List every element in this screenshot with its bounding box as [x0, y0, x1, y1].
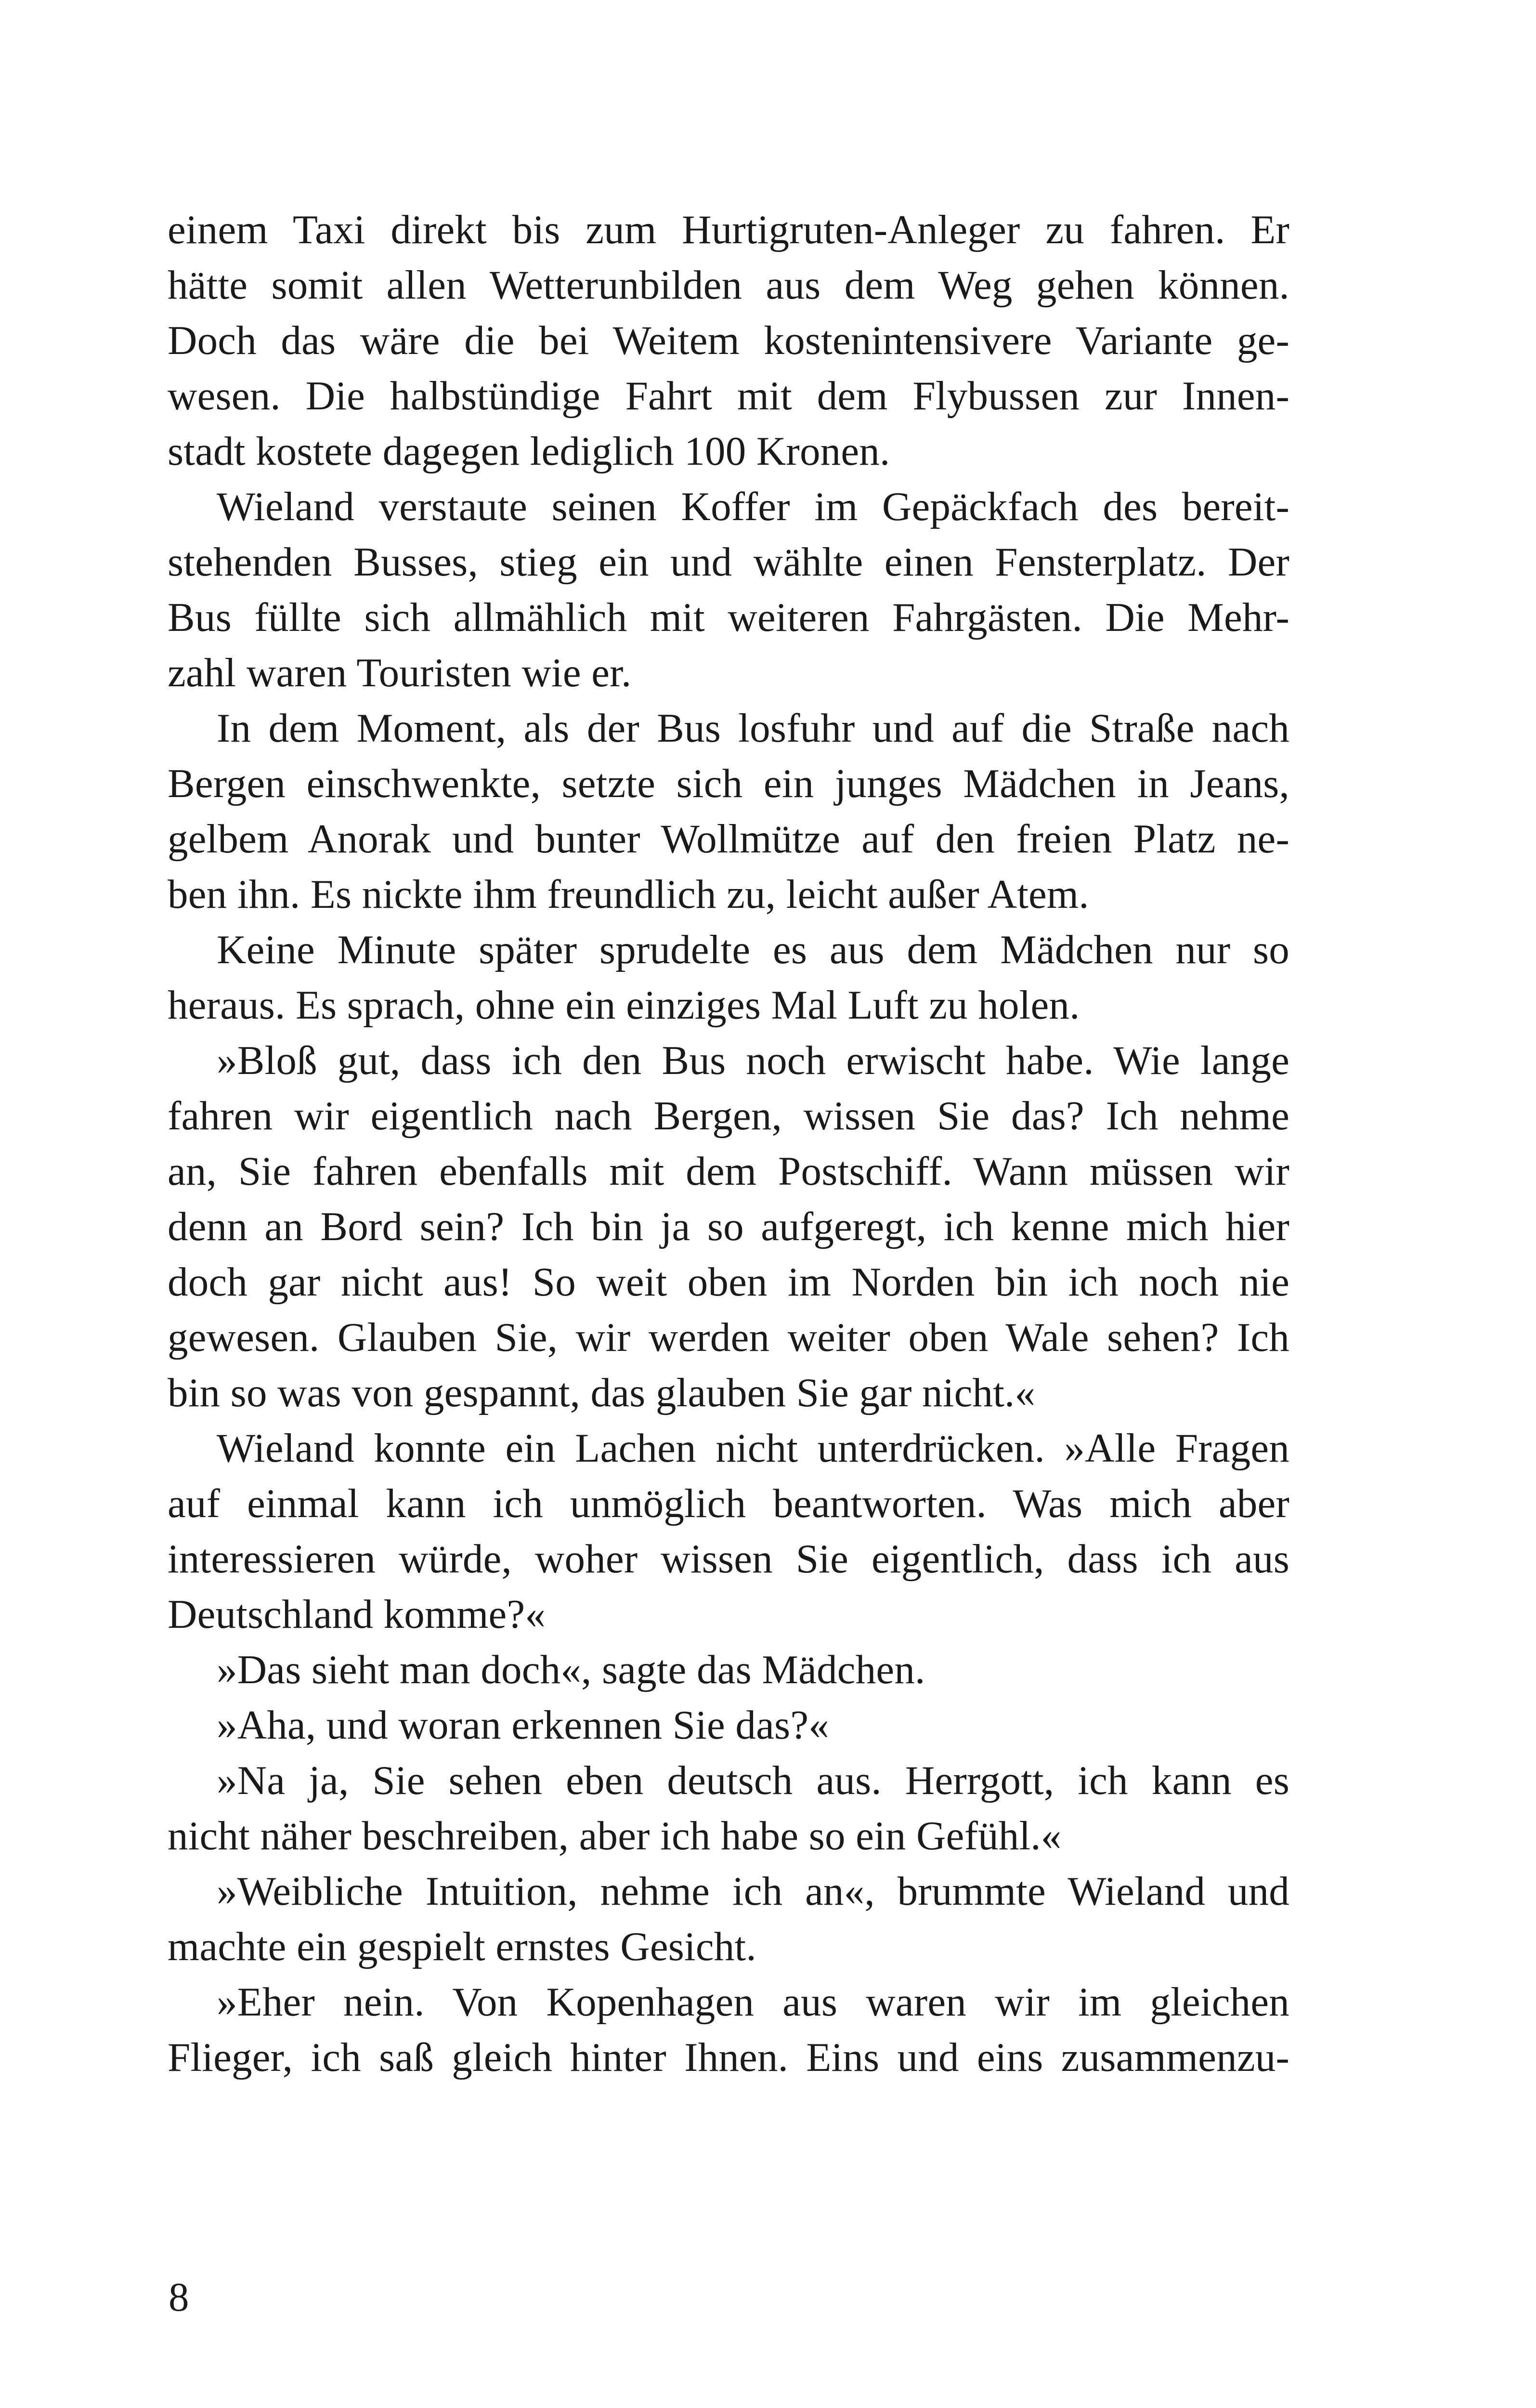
text-line: machte ein gespielt ernstes Gesicht.	[168, 1924, 756, 1969]
text-line: Bergen einschwenkte, setzte sich ein junges Mädchen in Jeans,	[168, 761, 1289, 806]
text-line: denn an Bord sein? Ich bin ja so aufgeregt, ich kenne mich hier	[168, 1204, 1289, 1249]
text-line: gewesen. Glauben Sie, wir werden weiter oben Wale sehen? Ich	[168, 1315, 1289, 1360]
text-line: doch gar nicht aus! So weit oben im Norden bin ich noch nie	[168, 1259, 1289, 1305]
text-line: Keine Minute später sprudelte es aus dem Mädchen nur so	[217, 927, 1289, 972]
text-line: »Das sieht man doch«, sagte das Mädchen.	[217, 1647, 925, 1692]
text-line: stadt kostete dagegen lediglich 100 Kronen.	[168, 429, 890, 474]
text-line: ben ihn. Es nickte ihm freundlich zu, leicht außer Atem.	[168, 872, 1089, 917]
text-line: wesen. Die halbstündige Fahrt mit dem Flybussen zur Innen-	[168, 373, 1289, 419]
text-line: Bus füllte sich allmählich mit weiteren Fahrgästen. Die Mehr-	[168, 595, 1289, 640]
text-line: »Bloß gut, dass ich den Bus noch erwischt habe. Wie lange	[217, 1038, 1289, 1083]
text-line: Flieger, ich saß gleich hinter Ihnen. Eins und eins zusammenzu-	[168, 2035, 1289, 2080]
text-line: einem Taxi direkt bis zum Hurtigruten-Anleger zu fahren. Er	[168, 207, 1289, 252]
text-line: an, Sie fahren ebenfalls mit dem Postschiff. Wann müssen wir	[168, 1149, 1289, 1194]
text-line: Deutschland komme?«	[168, 1592, 546, 1637]
page-number: 8	[169, 2275, 189, 2320]
text-line: »Na ja, Sie sehen eben deutsch aus. Herrgott, ich kann es	[217, 1758, 1289, 1803]
text-line: zahl waren Touristen wie er.	[168, 650, 632, 695]
text-line: heraus. Es sprach, ohne ein einziges Mal Luft zu holen.	[168, 982, 1080, 1028]
text-line: nicht näher beschreiben, aber ich habe so ein Gefühl.«	[168, 1813, 1062, 1858]
text-line: hätte somit allen Wetterunbilden aus dem Weg gehen können.	[168, 262, 1289, 308]
text-line: bin so was von gespannt, das glauben Sie gar nicht.«	[168, 1370, 1036, 1415]
body-text	[168, 202, 1289, 2085]
text-line: »Eher nein. Von Kopenhagen aus waren wir im gleichen	[217, 1979, 1289, 2025]
text-line: Wieland verstaute seinen Koffer im Gepäckfach des bereit-	[217, 484, 1289, 529]
text-line: gelbem Anorak und bunter Wollmütze auf den freien Platz ne-	[168, 816, 1289, 862]
text-line: »Weibliche Intuition, nehme ich an«, brummte Wieland und	[217, 1869, 1289, 1914]
text-line: interessieren würde, woher wissen Sie eigentlich, dass ich aus	[168, 1536, 1289, 1582]
text-line: Wieland konnte ein Lachen nicht unterdrücken. »Alle Fragen	[217, 1426, 1289, 1471]
text-line: stehenden Busses, stieg ein und wählte einen Fensterplatz. Der	[168, 539, 1289, 585]
text-line: fahren wir eigentlich nach Bergen, wissen Sie das? Ich nehme	[168, 1093, 1289, 1139]
text-line: Doch das wäre die bei Weitem kostenintensivere Variante ge-	[168, 318, 1289, 363]
text-line: In dem Moment, als der Bus losfuhr und auf die Straße nach	[217, 706, 1289, 751]
text-line: auf einmal kann ich unmöglich beantworten. Was mich aber	[168, 1481, 1289, 1526]
text-line: »Aha, und woran erkennen Sie das?«	[217, 1702, 829, 1748]
